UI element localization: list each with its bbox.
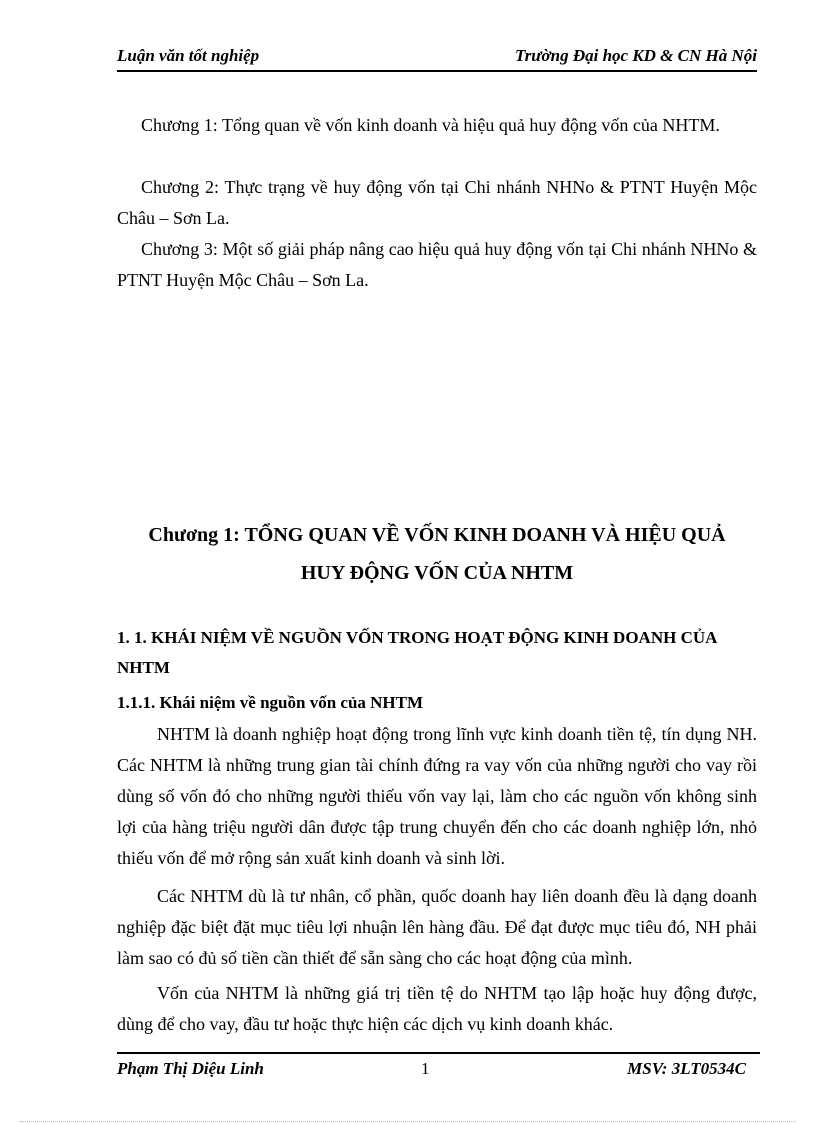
- page-bottom-divider: [20, 1121, 796, 1122]
- header-thesis-label: Luận văn tốt nghiệp: [117, 46, 260, 65]
- body-paragraph-2: Các NHTM dù là tư nhân, cổ phần, quốc doanh hay liên doanh đều là dạng doanh nghiệp đặc biệt đặt mục tiêu lợi nhuận lên hàng đầu. Để đạt được mục tiêu đó, NH phải làm sao có đủ số tiền cần thiết để sẵn sàng cho các hoạt động của mình.: [117, 886, 757, 968]
- section-title: 1. 1. KHÁI NIỆM VỀ NGUỒN VỐN TRONG HOẠT ĐỘNG KINH DOANH CỦA NHTM: [117, 628, 717, 677]
- header-university: Trường Đại học KD & CN Hà Nội: [514, 46, 757, 65]
- body-paragraph-3: Vốn của NHTM là những giá trị tiền tệ do NHTM tạo lập hoặc huy động được, dùng để cho vay, đầu tư hoặc thực hiện các dịch vụ kinh doanh khác.: [117, 983, 757, 1034]
- footer-student-id: MSV: 3LT0534C: [627, 1059, 746, 1078]
- intro-chapter-3: Chương 3: Một số giải pháp nâng cao hiệu quả huy động vốn tại Chi nhánh NHNo & PTNT Huyện Mộc Châu – Sơn La.: [117, 239, 757, 290]
- chapter-title: [110, 516, 764, 592]
- page-footer: [117, 1052, 760, 1082]
- chapter-title-line-2: HUY ĐỘNG VỐN CỦA NHTM: [300, 562, 574, 584]
- intro-chapter-2: Chương 2: Thực trạng về huy động vốn tại Chi nhánh NHNo & PTNT Huyện Mộc Châu – Sơn La.: [117, 177, 757, 228]
- page-number: 1: [421, 1059, 430, 1078]
- intro-chapter-1: Chương 1: Tổng quan về vốn kinh doanh và hiệu quả huy động vốn của NHTM.: [141, 115, 720, 135]
- subsection-title: 1.1.1. Khái niệm về nguồn vốn của NHTM: [117, 693, 424, 712]
- body-paragraph-1: NHTM là doanh nghiệp hoạt động trong lĩnh vực kinh doanh tiền tệ, tín dụng NH. Các NHTM là những trung gian tài chính đứng ra vay vốn của những người cho vay rồi dùng số vốn đó cho những người thiếu vốn vay lại, làm cho các nguồn vốn không sinh lợi của hàng triệu người dân được tập trung chuyển đến cho các doanh nghiệp lớn, nhỏ thiếu vốn để mở rộng sản xuất kinh doanh và sinh lời.: [117, 724, 757, 868]
- footer-author: Phạm Thị Diệu Linh: [117, 1059, 264, 1078]
- page-header: [117, 44, 757, 72]
- chapter-title-line-1: Chương 1: TỔNG QUAN VỀ VỐN KINH DOANH VÀ HIỆU QUẢ: [148, 524, 726, 546]
